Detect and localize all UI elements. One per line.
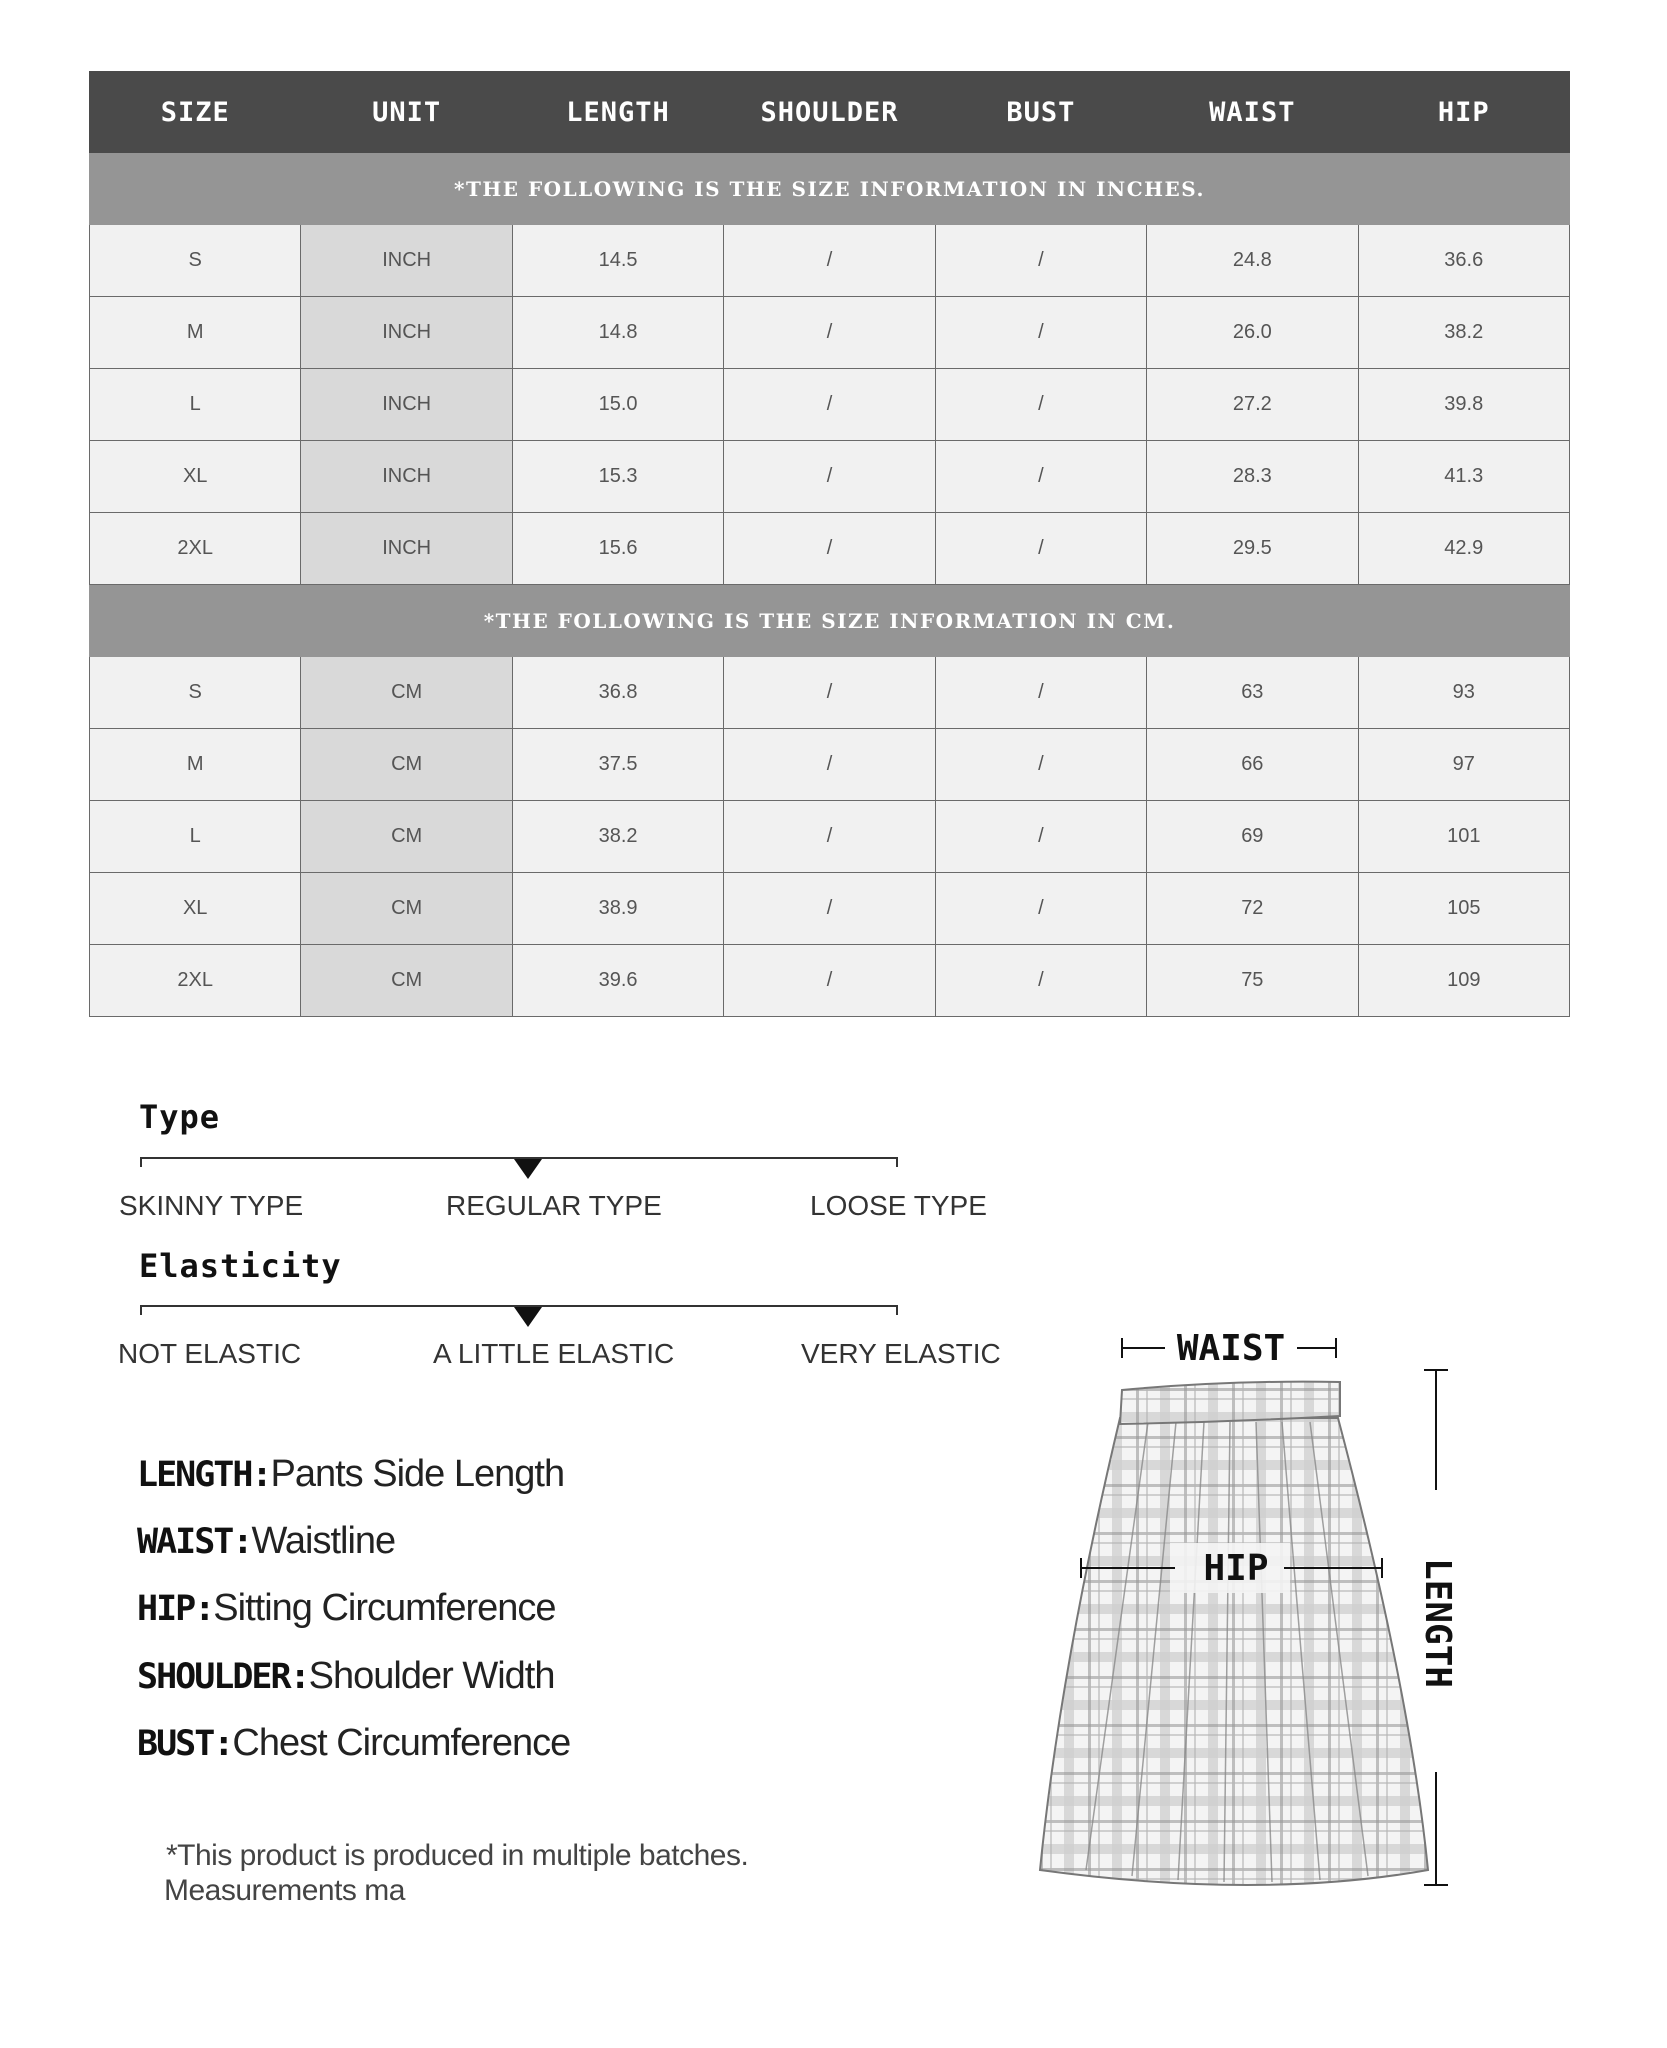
waist-cell: 72 [1147, 873, 1358, 945]
hip-cell: 97 [1358, 729, 1569, 801]
unit-cell: INCH [301, 297, 512, 369]
waist-cell: 27.2 [1147, 369, 1358, 441]
type-scale-marker-icon [514, 1159, 542, 1179]
type-label-regular: REGULAR TYPE [446, 1190, 662, 1221]
size-cell: M [90, 729, 301, 801]
table-row [90, 441, 1570, 513]
length-cell: 36.8 [512, 657, 723, 729]
bust-cell: / [935, 657, 1146, 729]
bust-cell: / [935, 729, 1146, 801]
size-cell: L [90, 369, 301, 441]
skirt-body [1040, 1382, 1428, 1885]
waist-cell: 66 [1147, 729, 1358, 801]
definition-waist [137, 1520, 395, 1563]
shoulder-cell: / [724, 873, 935, 945]
length-cell: 14.8 [512, 297, 723, 369]
cm-section-note: *THE FOLLOWING IS THE SIZE INFORMATION IN CM. [90, 585, 1570, 657]
shoulder-cell: / [724, 657, 935, 729]
definition-term: HIP [137, 1589, 195, 1629]
table-row [90, 945, 1570, 1017]
inch-section-note: *THE FOLLOWING IS THE SIZE INFORMATION IN INCHES. [90, 153, 1570, 225]
waist-cell: 29.5 [1147, 513, 1358, 585]
elasticity-label-not: NOT ELASTIC [118, 1338, 302, 1369]
type-label-loose: LOOSE TYPE [810, 1190, 987, 1221]
unit-cell: INCH [301, 369, 512, 441]
hip-cell: 42.9 [1358, 513, 1569, 585]
elasticity-scale-title: Elasticity [139, 1247, 342, 1285]
waist-cell: 24.8 [1147, 225, 1358, 297]
length-dimension [1417, 1370, 1458, 1885]
unit-cell: CM [301, 729, 512, 801]
definition-desc: Pants Side Length [270, 1453, 565, 1495]
definition-desc: Chest Circumference [232, 1722, 571, 1764]
unit-cell: INCH [301, 225, 512, 297]
hip-cell: 101 [1358, 801, 1569, 873]
waist-dimension [1122, 1328, 1336, 1369]
length-cell: 15.0 [512, 369, 723, 441]
table-row [90, 297, 1570, 369]
definition-separator: : [213, 1724, 233, 1764]
hip-cell: 36.6 [1358, 225, 1569, 297]
size-cell: S [90, 225, 301, 297]
bust-cell: / [935, 873, 1146, 945]
hip-cell: 93 [1358, 657, 1569, 729]
shoulder-cell: / [724, 729, 935, 801]
definition-shoulder [137, 1655, 554, 1698]
elasticity-scale-marker-icon [514, 1307, 542, 1327]
elasticity-label-very: VERY ELASTIC [801, 1338, 1001, 1369]
shoulder-cell: / [724, 801, 935, 873]
batch-note [166, 1838, 748, 1908]
type-label-skinny: SKINNY TYPE [119, 1190, 304, 1221]
type-scale-title: Type [139, 1098, 221, 1136]
length-cell: 14.5 [512, 225, 723, 297]
unit-cell: CM [301, 873, 512, 945]
unit-cell: CM [301, 801, 512, 873]
definition-desc: Sitting Circumference [213, 1587, 556, 1629]
batch-note-line1: *This product is produced in multiple batches. [166, 1839, 749, 1872]
table-row [90, 369, 1570, 441]
definition-bust [137, 1722, 570, 1765]
header-size: SIZE [90, 72, 301, 153]
waist-cell: 69 [1147, 801, 1358, 873]
unit-cell: CM [301, 945, 512, 1017]
bust-cell: / [935, 441, 1146, 513]
bust-cell: / [935, 801, 1146, 873]
definition-separator: : [289, 1657, 309, 1697]
table-row [90, 801, 1570, 873]
waist-label: WAIST [1176, 1328, 1286, 1369]
header-unit: UNIT [301, 72, 512, 153]
shoulder-cell: / [724, 369, 935, 441]
cm-section-note-row [90, 585, 1570, 657]
definition-length [137, 1453, 564, 1496]
elasticity-label-little: A LITTLE ELASTIC [433, 1338, 675, 1369]
bust-cell: / [935, 225, 1146, 297]
table-row [90, 873, 1570, 945]
header-bust: BUST [935, 72, 1146, 153]
header-length: LENGTH [512, 72, 723, 153]
size-table [89, 71, 1570, 1017]
skirt-diagram [1010, 1310, 1490, 1910]
length-cell: 38.2 [512, 801, 723, 873]
definition-term: WAIST [137, 1522, 233, 1562]
bust-cell: / [935, 369, 1146, 441]
header-shoulder: SHOULDER [724, 72, 935, 153]
unit-cell: INCH [301, 441, 512, 513]
hip-cell: 41.3 [1358, 441, 1569, 513]
definition-separator: : [194, 1589, 214, 1629]
table-row [90, 225, 1570, 297]
hip-cell: 109 [1358, 945, 1569, 1017]
shoulder-cell: / [724, 225, 935, 297]
hip-cell: 38.2 [1358, 297, 1569, 369]
size-cell: XL [90, 441, 301, 513]
definition-hip [137, 1587, 556, 1630]
length-cell: 38.9 [512, 873, 723, 945]
size-cell: XL [90, 873, 301, 945]
skirt-diagram-svg [1010, 1310, 1490, 1910]
header-waist: WAIST [1147, 72, 1358, 153]
shoulder-cell: / [724, 297, 935, 369]
shoulder-cell: / [724, 945, 935, 1017]
shoulder-cell: / [724, 513, 935, 585]
definition-separator: : [232, 1522, 252, 1562]
waist-cell: 28.3 [1147, 441, 1358, 513]
definition-term: LENGTH [137, 1455, 252, 1495]
header-hip: HIP [1358, 72, 1569, 153]
size-cell: L [90, 801, 301, 873]
inch-section-note-row [90, 153, 1570, 225]
waist-cell: 75 [1147, 945, 1358, 1017]
length-label: LENGTH [1417, 1558, 1458, 1689]
size-cell: S [90, 657, 301, 729]
definition-term: SHOULDER [137, 1657, 290, 1697]
length-cell: 39.6 [512, 945, 723, 1017]
waist-cell: 63 [1147, 657, 1358, 729]
hip-cell: 105 [1358, 873, 1569, 945]
size-cell: M [90, 297, 301, 369]
hip-label: HIP [1203, 1548, 1269, 1589]
length-cell: 15.3 [512, 441, 723, 513]
shoulder-cell: / [724, 441, 935, 513]
definition-separator: : [251, 1455, 271, 1495]
unit-cell: CM [301, 657, 512, 729]
header-row [90, 72, 1570, 153]
length-cell: 15.6 [512, 513, 723, 585]
bust-cell: / [935, 297, 1146, 369]
size-cell: 2XL [90, 945, 301, 1017]
definition-desc: Shoulder Width [308, 1655, 555, 1697]
bust-cell: / [935, 945, 1146, 1017]
definition-desc: Waistline [251, 1520, 396, 1562]
definition-term: BUST [137, 1724, 214, 1764]
batch-note-line2: Measurements ma [164, 1874, 405, 1907]
table-row [90, 513, 1570, 585]
length-cell: 37.5 [512, 729, 723, 801]
unit-cell: INCH [301, 513, 512, 585]
table-row [90, 729, 1570, 801]
bust-cell: / [935, 513, 1146, 585]
table-row [90, 657, 1570, 729]
size-cell: 2XL [90, 513, 301, 585]
hip-cell: 39.8 [1358, 369, 1569, 441]
waist-cell: 26.0 [1147, 297, 1358, 369]
